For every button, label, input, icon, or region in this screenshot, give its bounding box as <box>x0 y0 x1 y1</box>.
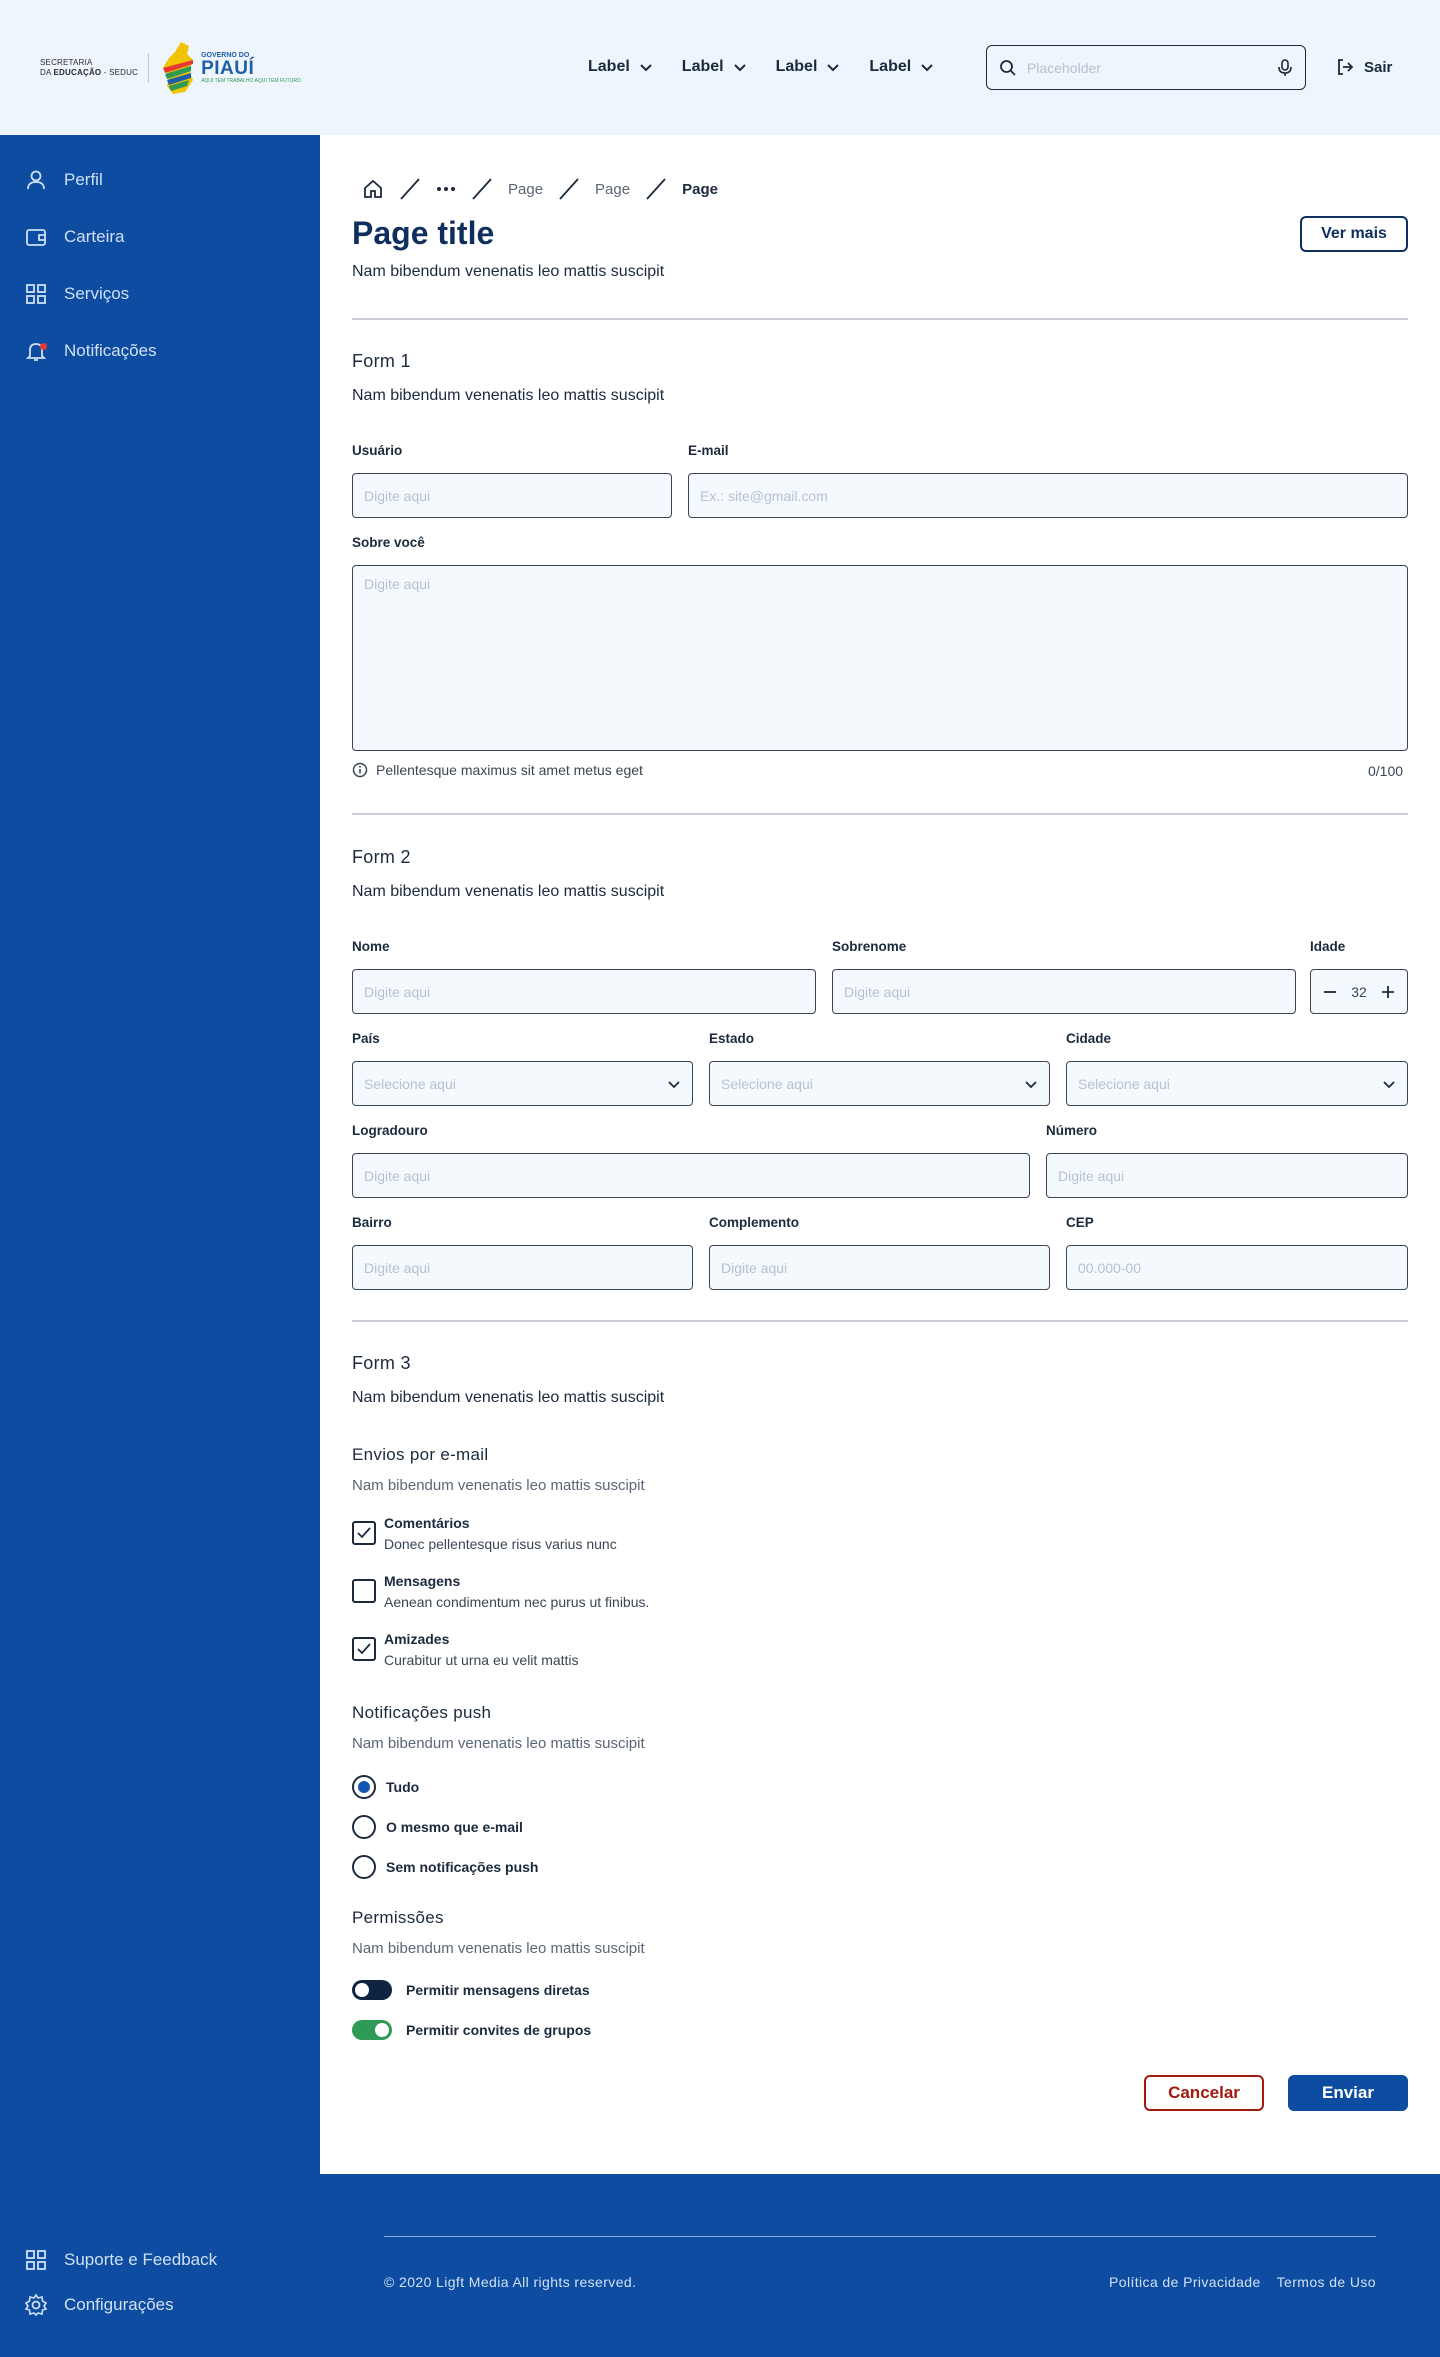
email-placeholder: Ex.: site@gmail.com <box>700 487 828 504</box>
submit-button[interactable]: Enviar <box>1288 2075 1408 2111</box>
top-nav <box>588 52 963 82</box>
email-section-subtitle: Nam bibendum venenatis leo mattis suscipit <box>352 1477 645 1494</box>
complemento-placeholder: Digite aqui <box>721 1259 788 1276</box>
page-title: Page title <box>352 215 495 251</box>
sobrenome-input[interactable] <box>832 969 1296 1014</box>
sidebar-item-label: Suporte e Feedback <box>64 2250 218 2269</box>
seduc-line-2 <box>40 68 138 78</box>
sidebar-item-perfil[interactable] <box>24 165 103 195</box>
radio-button[interactable] <box>352 1775 376 1799</box>
sidebar-item-carteira[interactable] <box>24 222 124 252</box>
logout-icon <box>1336 58 1354 76</box>
slash-separator-icon <box>398 177 422 201</box>
toggle-knob <box>375 2023 389 2037</box>
checkbox[interactable] <box>352 1521 376 1545</box>
checkbox-amizades[interactable] <box>352 1629 579 1671</box>
logradouro-input[interactable] <box>352 1153 1030 1198</box>
search-bar[interactable] <box>986 45 1306 90</box>
search-icon <box>999 59 1017 77</box>
seduc-line-1: SECRETARIA <box>40 58 93 67</box>
radio-label: Sem notificações push <box>386 1859 539 1875</box>
chevron-down-icon <box>1024 1077 1038 1091</box>
complemento-input[interactable] <box>709 1245 1050 1290</box>
checkbox-description: Donec pellentesque risus varius nunc <box>384 1536 617 1552</box>
pais-placeholder: Selecione aqui <box>364 1075 456 1092</box>
checkbox-text <box>384 1629 579 1671</box>
push-section-subtitle: Nam bibendum venenatis leo mattis suscipit <box>352 1735 645 1752</box>
chevron-down-icon <box>667 1077 681 1091</box>
logradouro-placeholder: Digite aqui <box>364 1167 431 1184</box>
grid-icon <box>24 282 48 306</box>
user-icon <box>24 168 48 192</box>
numero-placeholder: Digite aqui <box>1058 1167 1125 1184</box>
toggle-label: Permitir mensagens diretas <box>406 1982 590 1998</box>
seduc-line-2-post: - SEDUC <box>103 68 139 77</box>
checkbox-text <box>384 1513 617 1555</box>
toggle-switch[interactable] <box>352 1980 392 2000</box>
sidebar-item-servicos[interactable] <box>24 279 129 309</box>
nav-item-label: Label <box>775 58 818 75</box>
breadcrumb <box>362 173 718 205</box>
radio-selected-dot <box>358 1781 370 1793</box>
grid-icon <box>24 2248 48 2272</box>
numero-input[interactable] <box>1046 1153 1408 1198</box>
nome-placeholder: Digite aqui <box>364 983 431 1000</box>
estado-select[interactable] <box>709 1061 1050 1106</box>
toggle-knob <box>355 1983 369 1997</box>
more-horizontal-icon[interactable] <box>436 186 456 192</box>
gov-line-3: AQUI TEM TRABALHO AQUI TEM FUTURO <box>201 78 301 84</box>
footer-divider <box>384 2236 1376 2237</box>
checkbox-comentarios[interactable] <box>352 1513 617 1555</box>
sobrenome-placeholder: Digite aqui <box>844 983 911 1000</box>
idade-stepper[interactable] <box>1310 969 1408 1014</box>
checkbox-title: Mensagens <box>384 1573 461 1589</box>
form1-title: Form 1 <box>352 351 411 371</box>
header <box>0 0 1440 135</box>
seduc-line-2-pre: DA <box>40 68 52 77</box>
copyright: © 2020 Ligft Media All rights reserved. <box>384 2274 637 2290</box>
bell-icon-wrap <box>24 339 48 363</box>
nome-input[interactable] <box>352 969 816 1014</box>
form2-subtitle: Nam bibendum venenatis leo mattis suscipit <box>352 883 665 900</box>
slash-separator-icon <box>644 177 668 201</box>
perm-section-title: Permissões <box>352 1908 444 1927</box>
chevron-down-icon <box>639 60 653 74</box>
radio-button[interactable] <box>352 1855 376 1879</box>
footer <box>320 2174 1440 2357</box>
cidade-placeholder: Selecione aqui <box>1078 1075 1170 1092</box>
piaui-map-icon <box>159 40 199 96</box>
toggle-switch[interactable] <box>352 2020 392 2040</box>
sidebar-item-label: Perfil <box>64 170 103 189</box>
radio-mesmo-email[interactable] <box>352 1815 523 1839</box>
footer-links <box>1109 2274 1376 2290</box>
nav-item-2[interactable] <box>682 52 747 82</box>
logo-divider <box>148 53 149 83</box>
char-counter: 0/100 <box>1368 763 1404 779</box>
cidade-select[interactable] <box>1066 1061 1408 1106</box>
complemento-label: Complemento <box>709 1215 800 1230</box>
nav-item-1[interactable] <box>588 52 653 82</box>
gear-icon <box>24 2293 48 2317</box>
nav-item-3[interactable] <box>776 52 841 82</box>
usuario-placeholder: Digite aqui <box>364 487 431 504</box>
cep-input[interactable] <box>1066 1245 1408 1290</box>
checkbox-description: Curabitur ut urna eu velit mattis <box>384 1652 579 1668</box>
logout-button[interactable] <box>1336 52 1392 82</box>
chevron-down-icon <box>826 60 840 74</box>
toggle-label: Permitir convites de grupos <box>406 2022 592 2038</box>
sidebar-item-notificacoes[interactable] <box>24 336 157 366</box>
nav-item-4[interactable] <box>869 52 934 82</box>
checkbox-mensagens[interactable] <box>352 1571 649 1613</box>
gov-line-1: GOVERNO DO <box>201 52 250 59</box>
checkmark-icon <box>356 1641 372 1657</box>
email-input[interactable] <box>688 473 1408 518</box>
sidebar-item-label: Notificações <box>64 341 157 360</box>
gov-line-2: PIAUÍ <box>201 58 255 79</box>
pais-label: País <box>352 1031 380 1046</box>
checkbox-title: Amizades <box>384 1631 450 1647</box>
privacy-link[interactable]: Política de Privacidade <box>1109 2274 1261 2290</box>
usuario-input[interactable] <box>352 473 672 518</box>
sobre-label: Sobre você <box>352 535 425 550</box>
form3-title: Form 3 <box>352 1353 411 1373</box>
nome-label: Nome <box>352 939 390 954</box>
radio-tudo[interactable] <box>352 1775 419 1799</box>
form1-subtitle: Nam bibendum venenatis leo mattis suscipit <box>352 387 665 404</box>
minus-icon[interactable] <box>1323 985 1337 999</box>
radio-button[interactable] <box>352 1815 376 1839</box>
sidebar-item-suporte[interactable] <box>24 2245 217 2275</box>
checkbox[interactable] <box>352 1579 376 1603</box>
seduc-logo-text <box>40 58 138 78</box>
sobrenome-label: Sobrenome <box>832 939 907 954</box>
terms-link[interactable]: Termos de Uso <box>1276 2274 1376 2290</box>
search-input[interactable]: Placeholder <box>1027 59 1101 76</box>
cidade-label: Cidade <box>1066 1031 1112 1046</box>
sidebar-item-configuracoes[interactable] <box>24 2290 174 2320</box>
chevron-down-icon <box>733 60 747 74</box>
gov-logo-text <box>201 52 301 84</box>
radio-label: Tudo <box>386 1779 420 1795</box>
wallet-icon <box>24 225 48 249</box>
checkbox-text <box>384 1571 649 1613</box>
logradouro-label: Logradouro <box>352 1123 428 1138</box>
sidebar <box>0 135 320 2357</box>
form3-subtitle: Nam bibendum venenatis leo mattis suscipit <box>352 1389 665 1406</box>
email-label: E-mail <box>688 443 729 458</box>
usuario-label: Usuário <box>352 443 403 458</box>
seduc-line-2-bold: EDUCAÇÃO <box>53 68 102 77</box>
pais-select[interactable] <box>352 1061 693 1106</box>
breadcrumb-link[interactable]: Page <box>595 180 631 198</box>
page-subtitle: Nam bibendum venenatis leo mattis suscipit <box>352 263 665 280</box>
nav-item-label: Label <box>588 58 630 75</box>
bairro-input[interactable] <box>352 1245 693 1290</box>
cep-placeholder: 00.000-00 <box>1078 1259 1142 1276</box>
estado-placeholder: Selecione aqui <box>721 1075 813 1092</box>
home-icon[interactable] <box>362 178 384 200</box>
breadcrumb-current: Page <box>682 180 718 198</box>
sidebar-item-label: Serviços <box>64 284 130 303</box>
toggle-convites-grupos[interactable] <box>352 2020 591 2040</box>
nav-item-label: Label <box>869 58 912 75</box>
chevron-down-icon <box>1382 1077 1396 1091</box>
estado-label: Estado <box>709 1031 755 1046</box>
divider <box>352 1320 1408 1322</box>
notification-badge <box>40 343 47 350</box>
logout-label: Sair <box>1364 58 1393 76</box>
bairro-placeholder: Digite aqui <box>364 1259 431 1276</box>
sidebar-item-label: Carteira <box>64 227 125 246</box>
slash-separator-icon <box>557 177 581 201</box>
bairro-label: Bairro <box>352 1215 392 1230</box>
divider <box>352 318 1408 320</box>
sidebar-item-label: Configurações <box>64 2295 174 2314</box>
cancel-button[interactable]: Cancelar <box>1144 2075 1264 2111</box>
form2-title: Form 2 <box>352 847 411 867</box>
info-icon <box>352 762 368 778</box>
toggle-mensagens-diretas[interactable] <box>352 1980 590 2000</box>
chevron-down-icon <box>920 60 934 74</box>
main-content <box>320 135 1440 2174</box>
radio-label: O mesmo que e-mail <box>386 1819 523 1835</box>
breadcrumb-link[interactable]: Page <box>508 180 544 198</box>
divider <box>352 813 1408 815</box>
numero-label: Número <box>1046 1123 1098 1138</box>
push-section-title: Notificações push <box>352 1703 492 1722</box>
slash-separator-icon <box>470 177 494 201</box>
checkbox-title: Comentários <box>384 1515 470 1531</box>
radio-sem-push[interactable] <box>352 1855 538 1879</box>
cep-label: CEP <box>1066 1215 1094 1230</box>
helper-label: Pellentesque maximus sit amet metus eget <box>376 762 643 778</box>
email-section-title: Envios por e-mail <box>352 1445 489 1464</box>
perm-section-subtitle: Nam bibendum venenatis leo mattis suscipit <box>352 1940 645 1957</box>
see-more-button[interactable]: Ver mais <box>1300 216 1408 252</box>
plus-icon[interactable] <box>1381 985 1395 999</box>
helper-text <box>352 762 643 778</box>
checkmark-icon <box>356 1525 372 1541</box>
microphone-icon[interactable] <box>1277 59 1293 77</box>
nav-item-label: Label <box>681 58 724 75</box>
checkbox-description: Aenean condimentum nec purus ut finibus. <box>384 1594 650 1610</box>
logo[interactable] <box>40 40 301 96</box>
idade-value: 32 <box>1351 983 1367 1000</box>
sobre-placeholder: Digite aqui <box>364 576 431 592</box>
checkbox[interactable] <box>352 1637 376 1661</box>
idade-label: Idade <box>1310 939 1346 954</box>
sobre-textarea[interactable] <box>352 565 1408 751</box>
